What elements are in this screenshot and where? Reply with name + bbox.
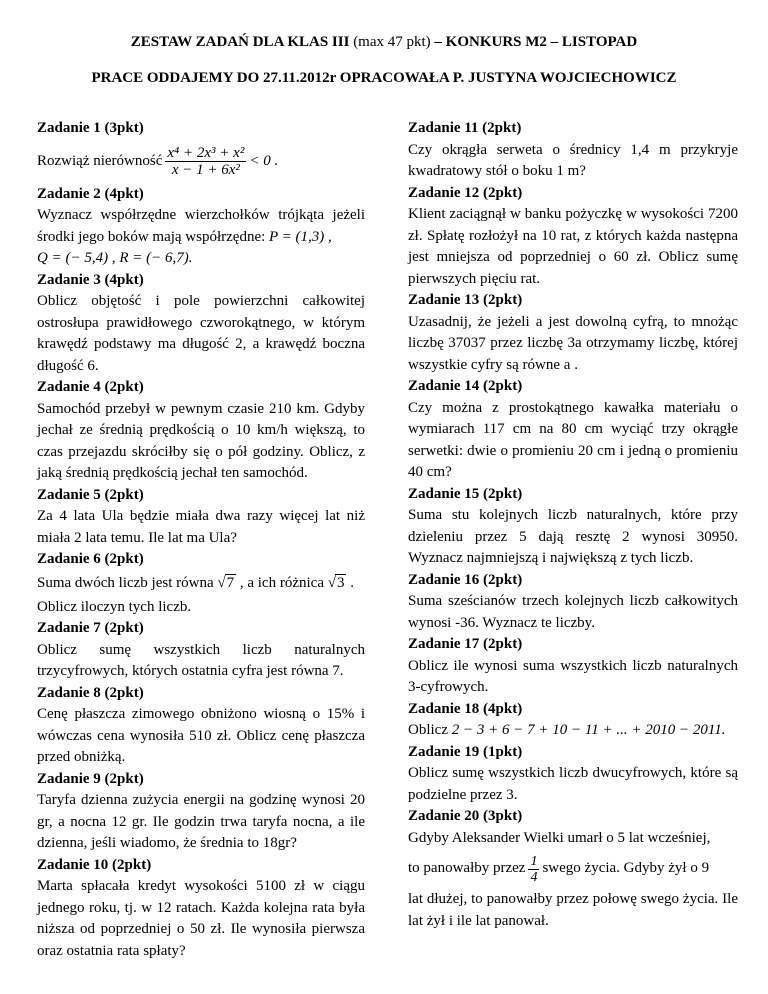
task-10 — [37, 855, 365, 963]
task-text: Uzasadnij, że jeżeli a jest dowolną cyfrą, to mnożąc liczbę 37037 przez liczbę 3a otrzymamy liczbę, której wszystkie cyfry są równe a . — [408, 313, 738, 373]
header-title: ZESTAW ZADAŃ DLA KLAS III — [130, 34, 350, 50]
task-text: Samochód przebył w pewnym czasie 210 km. Gdyby jechał ze średnią prędkością o 10 km/h większą, to czas przejazdu skróciłby się o pół godziny. Oblicz, z jaką średnią prędkością jechał ten samochód. — [37, 400, 365, 481]
fraction-line — [408, 849, 738, 889]
task-11 — [408, 118, 738, 183]
task-title: Zadanie 2 (4pkt) — [37, 185, 144, 202]
task-text: Czy okrągła serweta o średnicy 1,4 m przykryje kwadratowy stół o boku 1 m? — [408, 141, 738, 179]
task-12 — [408, 183, 738, 291]
header-line-2: PRACE ODDAJEMY DO 27.11.2012r OPRACOWAŁA P. JUSTYNA WOJCIECHOWICZ — [91, 70, 677, 86]
task-title: Zadanie 10 (2pkt) — [37, 856, 152, 873]
relation: < 0 . — [249, 152, 279, 169]
task-title: Zadanie 12 (2pkt) — [408, 184, 523, 201]
sqrt-7: √7 — [217, 574, 235, 591]
task-text: Oblicz objętość i pole powierzchni całkowitej ostrosłupa prawidłowego czworokątnego, w którym krawędź podstawy ma długość 2, a krawędź boczna długość 6. — [37, 293, 365, 374]
radicand: 7 — [226, 574, 235, 591]
task-text: lat dłużej, to panowałby przez połowę swego życia. Ile lat żył i ile lat panował. — [408, 891, 738, 929]
task-text: swego życia. Gdyby żył o 9 — [542, 860, 710, 877]
task-text: Rozwiąż nierówność — [37, 152, 163, 169]
task-text — [37, 205, 365, 248]
fraction-numerator: x⁴ + 2x³ + x² — [167, 145, 245, 161]
task-text: Czy można z prostokątnego kawałka materiału o wymiarach 117 cm na 80 cm wyciąć trzy okrągłe serwetki: dwie o promieniu 20 cm i jedną o promieniu 40 cm? — [408, 399, 738, 480]
task-text-part: Wyznacz współrzędne wierzchołków trójkąta jeżeli środki jego boków mają współrzędne: — [37, 207, 365, 245]
point-p: P = (1,3) , — [269, 228, 332, 245]
task-title: Zadanie 8 (2pkt) — [37, 684, 144, 701]
task-title: Zadanie 9 (2pkt) — [37, 770, 144, 787]
task-title: Zadanie 1 (3pkt) — [37, 120, 144, 136]
fraction — [165, 145, 246, 178]
left-column — [37, 118, 365, 962]
task-3 — [37, 270, 365, 378]
task-5 — [37, 485, 365, 550]
task-15 — [408, 484, 738, 570]
task-title: Zadanie 11 (2pkt) — [408, 120, 522, 136]
task-6 — [37, 549, 365, 618]
task-text: Oblicz sumę wszystkich liczb naturalnych trzycyfrowych, których ostatnia cyfra jest równa 7. — [37, 641, 365, 679]
task-title: Zadanie 17 (2pkt) — [408, 636, 523, 652]
task-text: Klient zaciągnął w banku pożyczkę w wysokości 7200 zł. Spłatę rozłożył na 10 rat, z których każda następna jest mniejsza od poprzedniej o 60 zł. Oblicz sumę pierwszych pięciu rat. — [408, 206, 738, 287]
task-title: Zadanie 20 (3pkt) — [408, 808, 523, 824]
task-text: Oblicz ile wynosi suma wszystkich liczb naturalnych 3-cyfrowych. — [408, 657, 738, 695]
task-19 — [408, 742, 738, 807]
task-18 — [408, 699, 738, 742]
fraction-one-quarter — [528, 854, 539, 885]
task-title: Zadanie 7 (2pkt) — [37, 620, 144, 636]
fraction-numerator: 1 — [530, 853, 538, 869]
task-text: , a ich różnica — [239, 574, 324, 591]
task-1 — [37, 118, 365, 184]
task-text: Taryfa dzienna zużycia energii na godzinę wynosi 20 gr, a nocna 12 gr. Ile godzin trwa taryfa nocna, a ile dzienna, jeśli wiadomo, że średnia to 18gr? — [37, 792, 365, 851]
task-title: Zadanie 19 (1pkt) — [408, 743, 523, 760]
sqrt-line — [37, 571, 365, 597]
task-text: Oblicz iloczyn tych liczb. — [37, 598, 192, 615]
task-title: Zadanie 4 (2pkt) — [37, 379, 144, 395]
task-title: Zadanie 6 (2pkt) — [37, 551, 144, 567]
radicand: 3 — [336, 574, 345, 591]
header-line-1 — [0, 34, 768, 51]
task-text: Marta spłacała kredyt wysokości 5100 zł w ciągu jednego roku, tj. w 12 ratach. Każda kolejna rata była niższa od poprzedniej o 50 zł. Ile wynosiła pierwsza oraz ostatnia rata spłaty? — [37, 878, 365, 959]
task-title: Zadanie 3 (4pkt) — [37, 271, 144, 288]
task-4 — [37, 377, 365, 485]
task-text: Suma dwóch liczb jest równa — [37, 574, 214, 591]
inequality-line — [37, 140, 365, 184]
points-q-r: Q = (− 5,4) , R = (− 6,7). — [37, 250, 193, 266]
fraction-denominator: 4 — [530, 869, 538, 885]
task-text-part: Oblicz — [408, 722, 448, 738]
expression: 2 − 3 + 6 − 7 + 10 − 11 + ... + 2010 − 2011. — [451, 722, 726, 738]
task-title: Zadanie 14 (2pkt) — [408, 378, 523, 394]
task-text: to panowałby przez — [408, 860, 526, 877]
task-text: Suma stu kolejnych liczb naturalnych, które przy dzieleniu przez 5 dają resztę 2 wynosi 30950. Wyznacz najmniejszą i największą z tych liczb. — [408, 507, 738, 566]
task-17 — [408, 634, 738, 699]
fraction-denominator: x − 1 + 6x² — [171, 162, 240, 178]
task-title: Zadanie 15 (2pkt) — [408, 485, 523, 502]
task-text: Cenę płaszcza zimowego obniżono wiosną o 15% i wówczas cena wynosiła 510 zł. Oblicz cenę płaszcza przed obniżką. — [37, 706, 365, 765]
task-title: Zadanie 5 (2pkt) — [37, 486, 144, 503]
task-title: Zadanie 16 (2pkt) — [408, 571, 523, 588]
task-title: Zadanie 18 (4pkt) — [408, 700, 523, 717]
task-8 — [37, 683, 365, 769]
header-max-points: (max 47 pkt) — [353, 34, 431, 50]
task-2 — [37, 184, 365, 270]
task-13 — [408, 290, 738, 376]
task-text: Gdyby Aleksander Wielki umarł o 5 lat wcześniej, — [408, 829, 711, 846]
task-text: Za 4 lata Ula będzie miała dwa razy więcej lat niż miała 2 lata temu. Ile lat ma Ula? — [37, 508, 365, 546]
task-16 — [408, 570, 738, 635]
task-text: . — [350, 574, 354, 591]
task-20 — [408, 806, 738, 932]
sqrt-3: √3 — [327, 574, 345, 591]
task-text: Suma sześcianów trzech kolejnych liczb całkowitych wynosi -36. Wyznacz te liczby. — [408, 593, 738, 631]
header-contest: – KONKURS M2 – LISTOPAD — [434, 34, 638, 50]
right-column — [408, 118, 738, 932]
task-text: Oblicz sumę wszystkich liczb dwucyfrowych, które są podzielne przez 3. — [408, 765, 738, 803]
task-9 — [37, 769, 365, 855]
task-text — [408, 720, 738, 742]
task-title: Zadanie 13 (2pkt) — [408, 292, 523, 308]
task-14 — [408, 376, 738, 484]
task-7 — [37, 618, 365, 683]
